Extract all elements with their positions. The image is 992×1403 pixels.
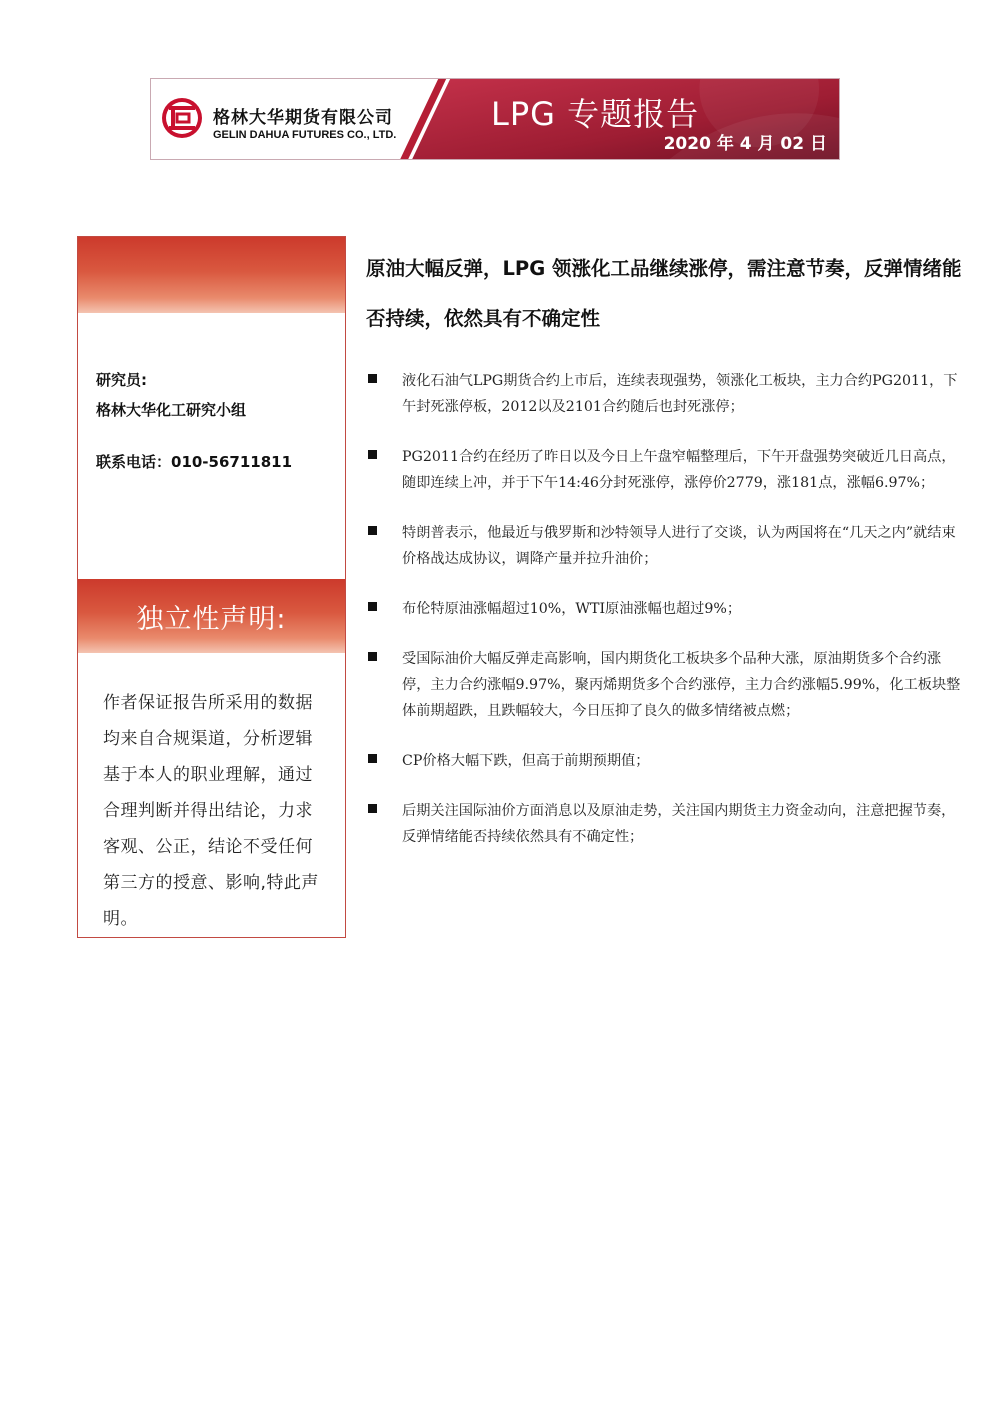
company-logo [161,97,203,139]
list-item [366,520,966,572]
analyst-label: 研究员: [96,371,147,389]
sidebar-panel [77,236,346,938]
square-bullet-icon [368,526,377,535]
square-bullet-icon [368,450,377,459]
report-date: 2020 年 4 月 02 日 [663,134,827,154]
bullet-text: PG2011合约在经历了昨日以及今日上午盘窄幅整理后，下午开盘强势突破近几日高点，随即连续上冲，并于下午14:46分封死涨停，涨停价2779，涨181点，涨幅6.97%； [402,449,956,491]
company-name-cn: 格林大华期货有限公司 [213,108,393,128]
list-item [366,798,966,850]
square-bullet-icon [368,602,377,611]
square-bullet-icon [368,652,377,661]
list-item [366,444,966,496]
bullet-text: 液化石油气LPG期货合约上市后，连续表现强势，领涨化工板块，主力合约PG2011，下午封死涨停板，2012以及2101合约随后也封死涨停； [402,373,958,415]
square-bullet-icon [368,374,377,383]
bullet-text: 后期关注国际油价方面消息以及原油走势，关注国内期货主力资金动向，注意把握节奏，反弹情绪能否持续依然具有不确定性； [402,803,956,845]
header-banner [150,78,840,160]
bullet-text: 受国际油价大幅反弹走高影响，国内期货化工板块多个品种大涨，原油期货多个合约涨停，主力合约涨幅9.97%，聚丙烯期货多个合约涨停，主力合约涨幅5.99%，化工板块整体前期超跌，且跌幅较大，今日压抑了良久的做多情绪被点燃； [402,651,961,719]
analyst-info [96,365,336,477]
contact-phone: 联系电话：010-56711811 [96,453,293,471]
list-item [366,596,966,622]
list-item [366,748,966,774]
sidebar-top-band [78,237,345,313]
report-title: LPG 专题报告 [491,95,700,133]
square-bullet-icon [368,804,377,813]
bullet-text: 特朗普表示，他最近与俄罗斯和沙特领导人进行了交谈，认为两国将在“几天之内”就结束价格战达成协议，调降产量并拉升油价； [402,525,956,567]
company-name-en: GELIN DAHUA FUTURES CO., LTD. [213,129,397,141]
bullet-text: 布伦特原油涨幅超过10%，WTI原油涨幅也超过9%； [402,601,742,617]
statement-text: 作者保证报告所采用的数据均来自合规渠道，分析逻辑基于本人的职业理解，通过合理判断并得出结论，力求客观、公正，结论不受任何第三方的授意、影响,特此声明。 [103,693,319,929]
list-item [366,368,966,420]
main-headline: 原油大幅反弹，LPG 领涨化工品继续涨停，需注意节奏，反弹情绪能否持续，依然具有不确定性 [366,257,962,330]
list-item [366,646,966,724]
bullet-list [366,368,966,874]
statement-title: 独立性声明: [136,604,287,635]
statement-header-band [78,579,345,653]
bullet-text: CP价格大幅下跌，但高于前期预期值； [402,753,650,769]
square-bullet-icon [368,754,377,763]
analyst-name: 格林大华化工研究小组 [96,401,247,419]
